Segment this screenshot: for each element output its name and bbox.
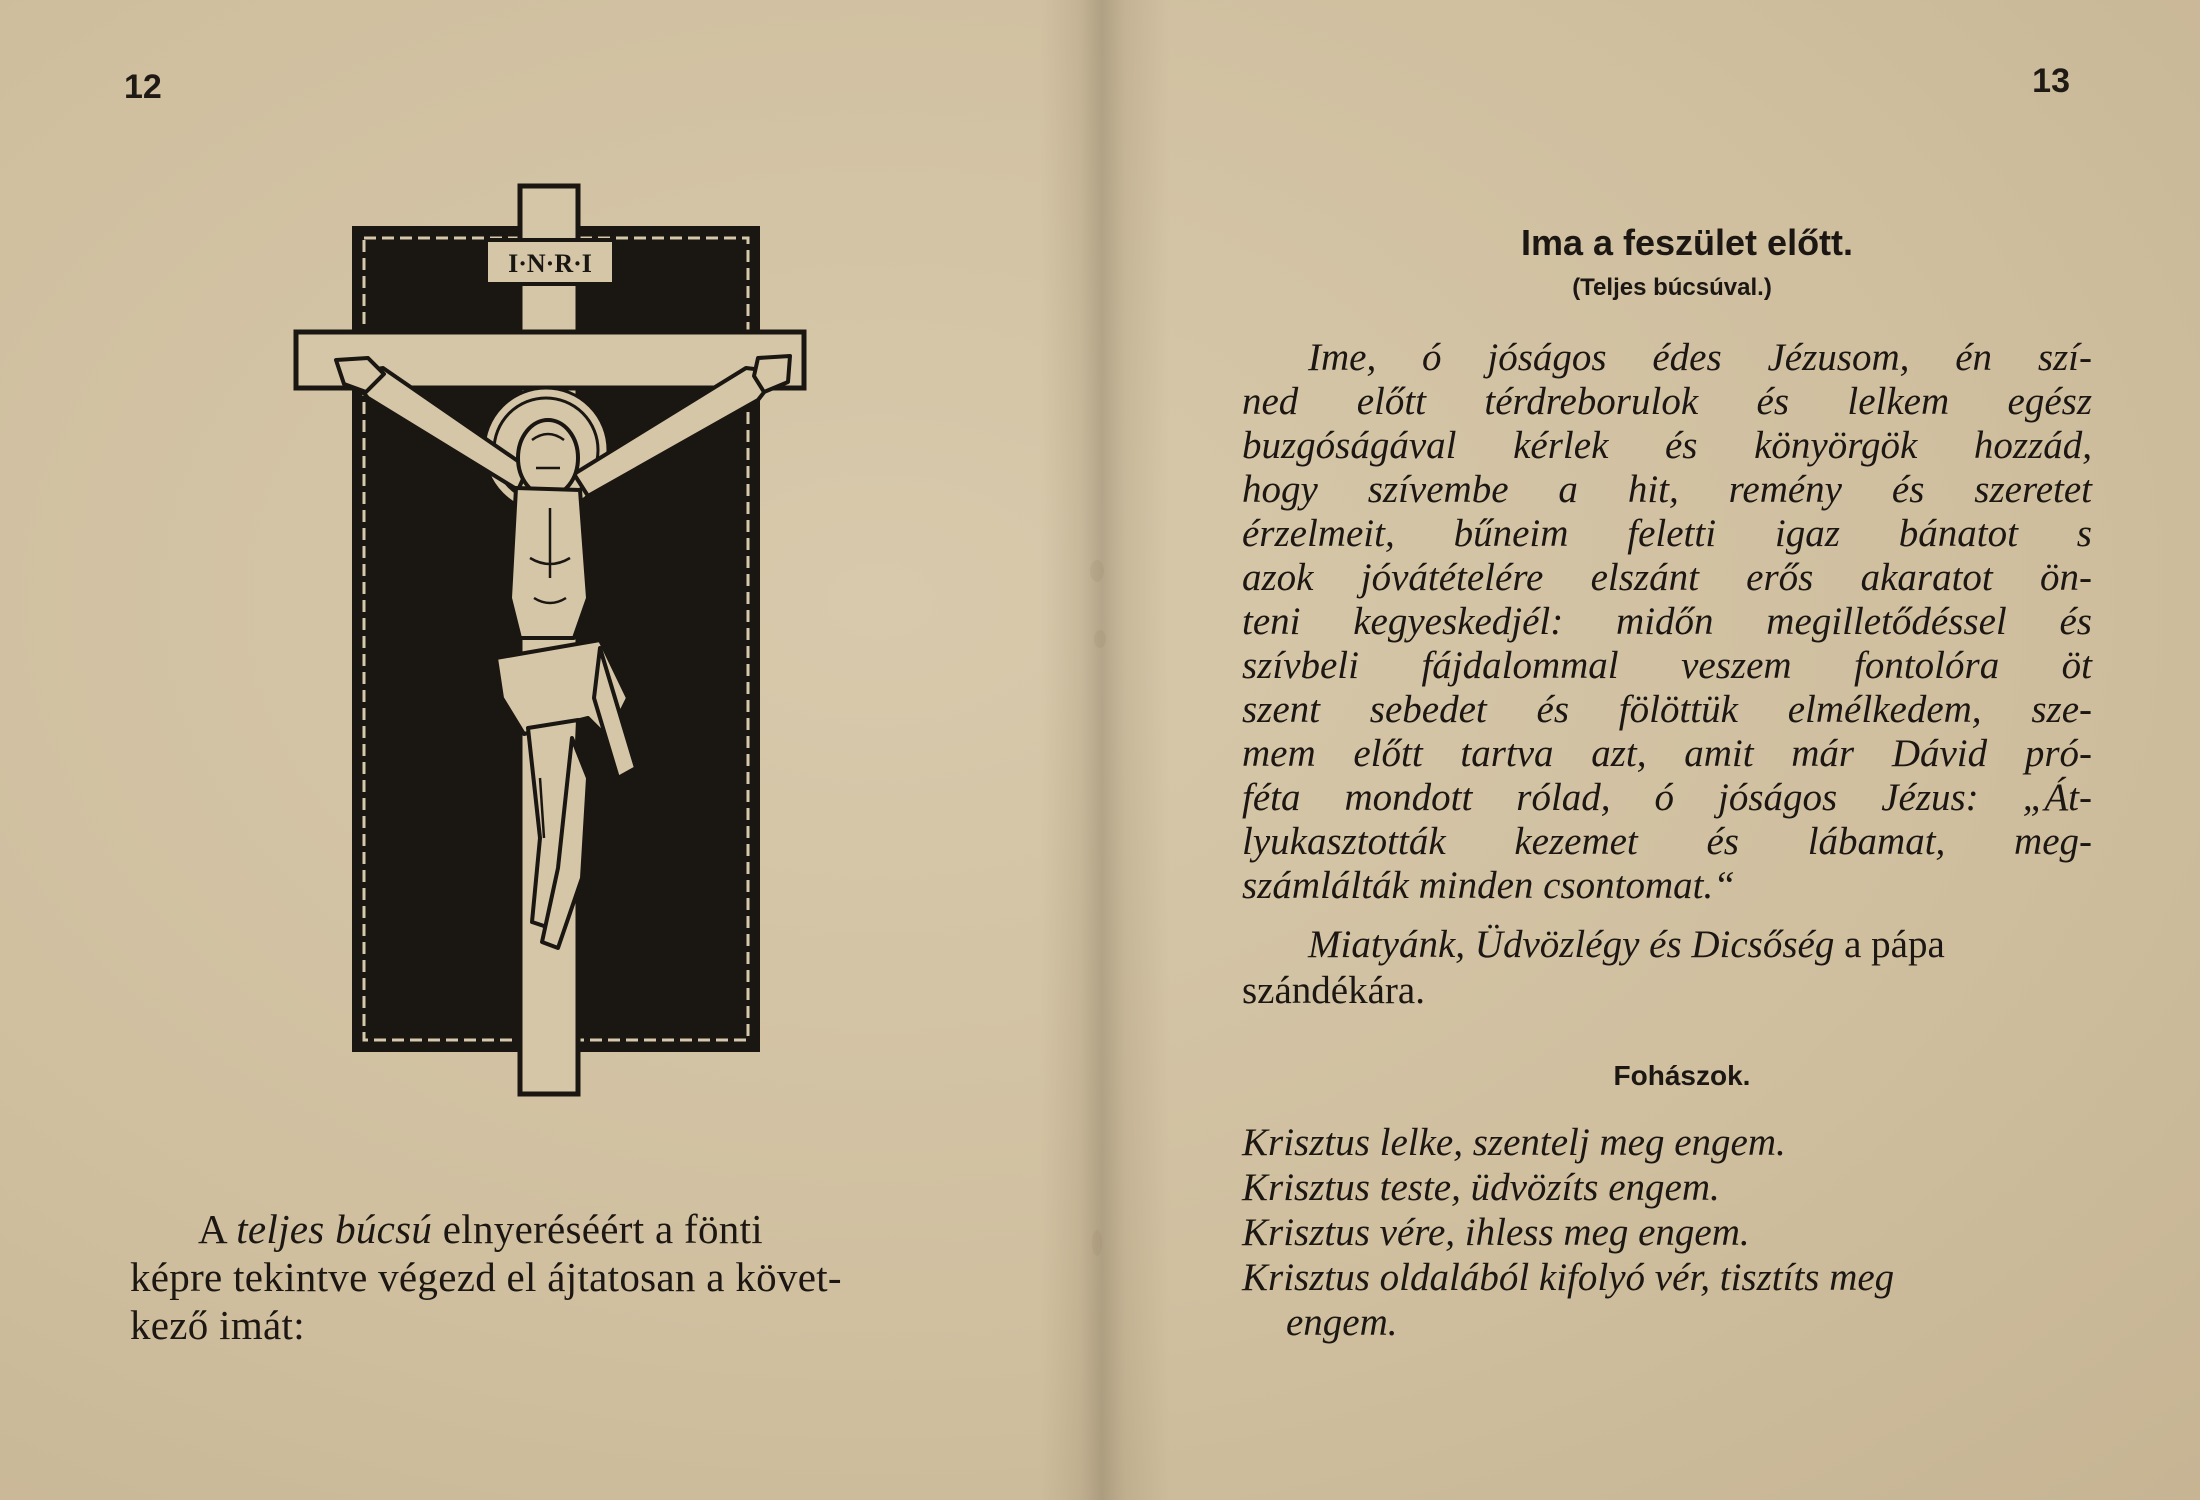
caption-segment: A (198, 1206, 237, 1252)
crucifix-illustration (288, 178, 818, 1098)
prayer-title: Ima a feszület előtt. (1520, 222, 1854, 263)
prayer-line: azok jóvátételére elszánt erős akaratot ön- (1242, 556, 2092, 599)
caption-line (130, 1205, 982, 1253)
caption-line (130, 1253, 982, 1301)
prayer-line: számlálták minden csontomat.“ (1242, 864, 1735, 907)
inri-plaque (486, 240, 614, 284)
right-page (1104, 0, 2200, 1500)
prayer-line: mem előtt tartva azt, amit már Dávid pró- (1242, 732, 2092, 775)
prayer-line: ned előtt térdreborulok és lelkem egész (1242, 380, 2092, 423)
caption-segment: képre tekintve végezd el ájtatosan a követ- (130, 1254, 842, 1300)
caption-text (130, 1205, 982, 1349)
invocation-line: Krisztus oldalából kifolyó vér, tisztíts meg (1242, 1256, 1895, 1299)
prayer-line: lyukasztották kezemet és lábamat, meg- (1242, 820, 2092, 863)
prayer-body (1242, 336, 2092, 908)
invocation-line: Krisztus teste, üdvözíts engem. (1242, 1166, 1720, 1209)
page-number-right: 13 (2032, 62, 2070, 100)
prayer-line: teni kegyeskedjél: midőn megilletődéssel és (1242, 600, 2092, 643)
invocation-line: Krisztus vére, ihless meg engem. (1242, 1211, 1750, 1254)
inri-inscription: I·N·R·I (508, 249, 592, 278)
caption-segment: elnyeréséért a fönti (432, 1206, 763, 1252)
prayer-line: érzelmeit, bűneim feletti igaz bánatot s (1242, 512, 2092, 555)
closing-line-2: szándékára. (1242, 969, 1425, 1012)
invocations-list (1242, 1120, 2102, 1345)
caption-segment-italic: teljes búcsú (236, 1206, 433, 1252)
caption-line (130, 1301, 982, 1349)
prayer-line: Ime, ó jóságos édes Jézusom, én szí- (1308, 336, 2092, 379)
invocation-line: Krisztus lelke, szentelj meg engem. (1242, 1121, 1786, 1164)
prayer-subtitle: (Teljes búcsúval.) (1572, 274, 1772, 301)
prayer-line: szívbeli fájdalommal veszem fontolóra öt (1242, 644, 2092, 687)
caption-segment: kező imát: (130, 1302, 305, 1348)
prayer-line: féta mondott rólad, ó jóságos Jézus: „Át- (1242, 776, 2092, 819)
invocation-continuation: engem. (1286, 1301, 1398, 1344)
closing-line (1242, 922, 2092, 968)
invocations-heading: Fohászok. (1613, 1060, 1751, 1091)
prayer-line: hogy szívembe a hit, remény és szeretet (1242, 468, 2092, 511)
closing-instruction (1242, 922, 2092, 1014)
page-number-left: 12 (124, 68, 162, 106)
closing-rest: a pápa (1834, 923, 1945, 966)
prayer-line: szent sebedet és fölöttük elmélkedem, sze- (1242, 688, 2092, 731)
prayer-line: buzgóságával kérlek és könyörgök hozzád, (1242, 424, 2092, 467)
closing-prayers: Miatyánk, Üdvözlégy és Dicsőség (1308, 923, 1835, 966)
